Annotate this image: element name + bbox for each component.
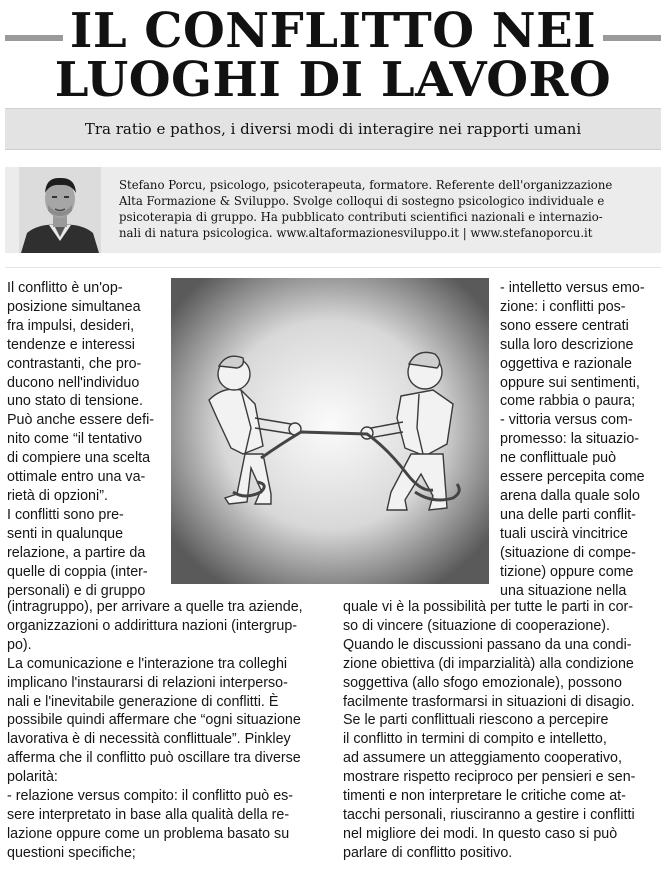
article-line: senti in qualunque: [7, 525, 124, 542]
article-line: tizione) oppure come: [500, 563, 634, 580]
article-line: organizzazioni o addirittura nazioni (intergrup-: [7, 617, 298, 634]
article-line: una delle parti conflit-: [500, 506, 636, 523]
article-line: timenti e non interpretare le critiche come at-: [343, 788, 626, 805]
author-bio-line: psicoterapia di gruppo. Ha pubblicato contributi scientifici nazionali e internazio-: [119, 210, 603, 224]
headline-rule-left: [5, 35, 63, 41]
article-line: po).: [7, 636, 32, 653]
article-line: sulla loro descrizione: [500, 336, 634, 353]
article-line: (situazione di compe-: [500, 544, 636, 561]
article-column-right: [500, 279, 653, 600]
article-line: questioni specifiche;: [7, 844, 136, 861]
author-bio: [119, 177, 649, 241]
article-line: contrastanti, che pro-: [7, 355, 142, 372]
article-line: afferma che il conflitto può oscillare tra diverse: [7, 750, 301, 767]
article-line: quale vi è la possibilità per tutte le parti in cor-: [343, 599, 634, 615]
article-line: nel migliore dei modi. In questo caso si può: [343, 825, 618, 842]
article-line: Il conflitto è un'op-: [7, 280, 123, 296]
article-line: - relazione versus compito: il conflitto può es-: [7, 788, 294, 805]
author-photo: [19, 167, 101, 253]
article-line: (intragruppo), per arrivare a quelle tra aziende,: [7, 599, 303, 615]
article-line: implicano l'instaurarsi di relazioni interperso-: [7, 674, 288, 691]
headline-line-1: IL CONFLITTO NEI: [69, 3, 597, 59]
article-line: posizione simultanea: [7, 298, 141, 315]
article-line: La comunicazione e l'interazione tra colleghi: [7, 655, 288, 672]
author-box: [5, 167, 661, 253]
article-line: parlare di conflitto positivo.: [343, 844, 513, 861]
article-line: il conflitto in termini di compito e intelletto,: [343, 731, 607, 748]
article-line: essere percepita come: [500, 469, 645, 486]
author-bio-line: Alta Formazione & Sviluppo. Svolge colloqui di sostegno psicologico individuale e: [119, 194, 605, 208]
article-line: Quando le discussioni passano da una condi-: [343, 636, 632, 653]
tug-of-war-illustration: [171, 278, 489, 584]
article-line: rietà di opzioni”.: [7, 487, 108, 504]
headline-line-2: LUOGHI DI LAVORO: [54, 52, 612, 108]
article-line: so di vincere (situazione di cooperazione).: [343, 617, 611, 634]
article-line: - vittoria versus com-: [500, 412, 633, 429]
article-line: una situazione nella: [500, 582, 627, 599]
article-line: nali e l'inevitabile generazione di conflitti. È: [7, 693, 279, 710]
article-line: come rabbia o paura;: [500, 393, 636, 410]
headline-rule-right: [603, 35, 661, 41]
article-line: zione: i conflitti pos-: [500, 298, 626, 315]
article-line: relazione, a partire da: [7, 544, 146, 561]
article-line: possibile quindi affermare che “ogni situazione: [7, 712, 301, 729]
author-bio-line: nali di natura psicologica. www.altaformazionesviluppo.it | www.stefanoporcu.it: [119, 226, 593, 240]
article-line: sono essere centrati: [500, 317, 629, 334]
article-line: uno stato di tensione.: [7, 393, 143, 410]
article-line: mostrare rispetto reciproco per pensieri e sen-: [343, 769, 636, 786]
article-line: di compiere una scelta: [7, 450, 151, 467]
article-line: ad assumere un atteggiamento cooperativo,: [343, 750, 622, 767]
article-line: lavorativa è di necessità conflittuale”. Pinkley: [7, 731, 291, 748]
article-line: ducono nell'individuo: [7, 374, 140, 391]
article-line: I conflitti sono pre-: [7, 506, 124, 523]
article-line: oggettiva e razionale: [500, 355, 632, 372]
article-line: fra impulsi, desideri,: [7, 317, 135, 334]
article-line: Se le parti conflittuali riescono a percepire: [343, 712, 609, 729]
article-line: facilmente trasformarsi in situazioni di disagio.: [343, 693, 635, 710]
article-line: soggettiva (allo sfogo emozionale), possono: [343, 674, 622, 691]
subtitle-bar: [5, 108, 661, 150]
article-line: personali) e di gruppo: [7, 582, 146, 599]
article-lower-left: [7, 598, 327, 863]
article-line: Può anche essere defi-: [7, 412, 155, 429]
article-line: quelle di coppia (inter-: [7, 563, 148, 580]
article-line: - intelletto versus emo-: [500, 280, 645, 296]
article-line: ottimale entro una va-: [7, 469, 146, 486]
article-line: oppure sui sentimenti,: [500, 374, 640, 391]
author-bio-line: Stefano Porcu, psicologo, psicoterapeuta, formatore. Referente dell'organizzazione: [119, 178, 613, 192]
article-line: sere interpretato in base alla qualità della re-: [7, 806, 290, 823]
article-line: nito come “il tentativo: [7, 431, 143, 448]
article-line: promesso: la situazio-: [500, 431, 640, 448]
divider: [5, 267, 661, 268]
article-line: tacchi personali, riusciranno a gestire i conflitti: [343, 806, 635, 823]
subtitle: Tra ratio e pathos, i diversi modi di interagire nei rapporti umani: [84, 120, 582, 138]
article-line: tuali uscirà vincitrice: [500, 525, 628, 542]
article-line: lazione oppure come un problema basato su: [7, 825, 290, 842]
article-line: ne conflittuale può: [500, 450, 617, 467]
article-lower-right: [343, 598, 653, 863]
article-line: polarità:: [7, 769, 58, 786]
article-line: zione obiettiva (di imparzialità) alla condizione: [343, 655, 634, 672]
article-line: arena dalla quale solo: [500, 487, 640, 504]
article-column-left: [7, 279, 162, 600]
article-line: tendenze e interessi: [7, 336, 135, 353]
